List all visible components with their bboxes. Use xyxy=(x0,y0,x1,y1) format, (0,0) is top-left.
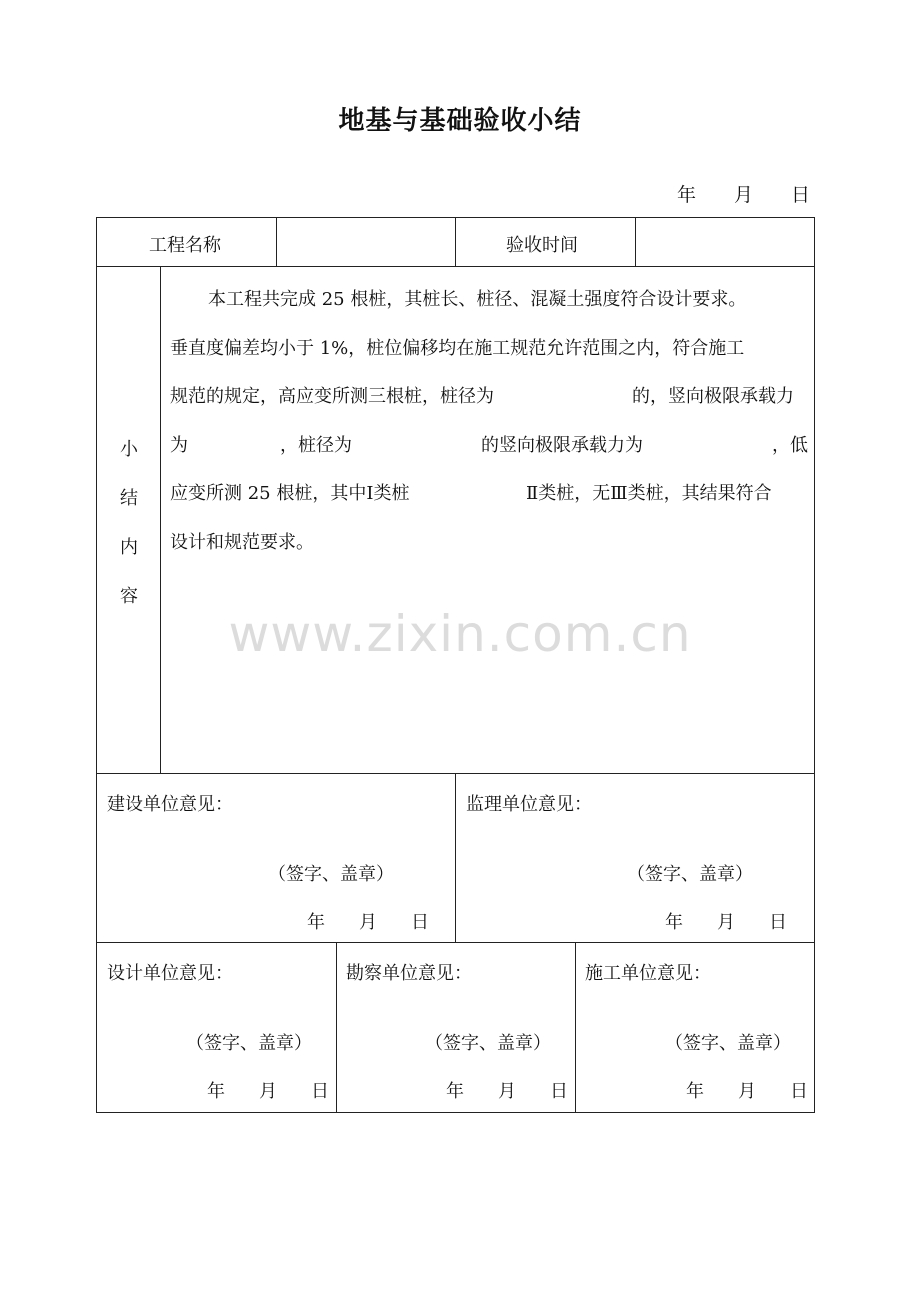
summary-line: 应变所测 25 根桩，其中Ⅰ类桩 Ⅱ类桩，无Ⅲ类桩，其结果符合 xyxy=(170,483,772,504)
sign-seal-note: （签字、盖章） xyxy=(665,1033,791,1054)
summary-line: 垂直度偏差均小于 1%，桩位偏移均在施工规范允许范围之内，符合施工 xyxy=(170,337,745,359)
construction-contractor-opinion-label: 施工单位意见： xyxy=(585,963,711,984)
design-unit-opinion-label: 设计单位意见： xyxy=(107,963,233,984)
date-day: 日 xyxy=(790,184,810,206)
sign-seal-note: （签字、盖章） xyxy=(425,1033,551,1054)
sign-seal-note: （签字、盖章） xyxy=(627,864,753,885)
row-divider xyxy=(97,266,814,267)
side-label-char: 容 xyxy=(120,586,138,607)
watermark: www.zixin.com.cn xyxy=(228,605,692,663)
sign-seal-note: （签字、盖章） xyxy=(186,1033,312,1054)
col-divider xyxy=(336,942,337,1112)
page-title: 地基与基础验收小结 xyxy=(338,106,582,136)
col-divider xyxy=(276,218,277,266)
document-date xyxy=(677,180,810,207)
inspection-time-label: 验收时间 xyxy=(506,235,578,256)
summary-line: 规范的规定，高应变所测三根桩，桩径为 的，竖向极限承载力 xyxy=(170,386,794,407)
opinion-date: 年 月 日 xyxy=(207,1081,329,1102)
summary-line: 设计和规范要求。 xyxy=(170,531,314,553)
acceptance-form-table xyxy=(96,217,815,1113)
sign-seal-note: （签字、盖章） xyxy=(268,864,394,885)
col-divider xyxy=(635,218,636,266)
opinion-date: 年 月 日 xyxy=(665,912,787,933)
col-divider xyxy=(455,773,456,942)
project-name-label: 工程名称 xyxy=(149,235,221,256)
summary-line: 本工程共完成 25 根桩，其桩长、桩径、混凝土强度符合设计要求。 xyxy=(208,289,747,310)
side-label-char: 小 xyxy=(120,439,138,460)
opinion-date: 年 月 日 xyxy=(307,912,429,933)
col-divider xyxy=(575,942,576,1112)
date-year: 年 xyxy=(676,184,696,206)
row-divider xyxy=(97,942,814,943)
supervision-unit-opinion-label: 监理单位意见： xyxy=(466,794,592,815)
opinion-date: 年 月 日 xyxy=(686,1081,808,1102)
date-month: 月 xyxy=(733,184,753,206)
summary-side-label xyxy=(97,425,161,621)
summary-content xyxy=(170,276,815,567)
construction-unit-opinion-label: 建设单位意见： xyxy=(107,794,233,815)
survey-unit-opinion-label: 勘察单位意见： xyxy=(346,963,472,984)
opinion-date: 年 月 日 xyxy=(446,1081,568,1102)
side-label-char: 结 xyxy=(120,488,138,509)
col-divider xyxy=(455,218,456,266)
side-label-char: 内 xyxy=(120,537,138,558)
summary-line: 为 ，桩径为 的竖向极限承载力为 ，低 xyxy=(170,434,808,456)
